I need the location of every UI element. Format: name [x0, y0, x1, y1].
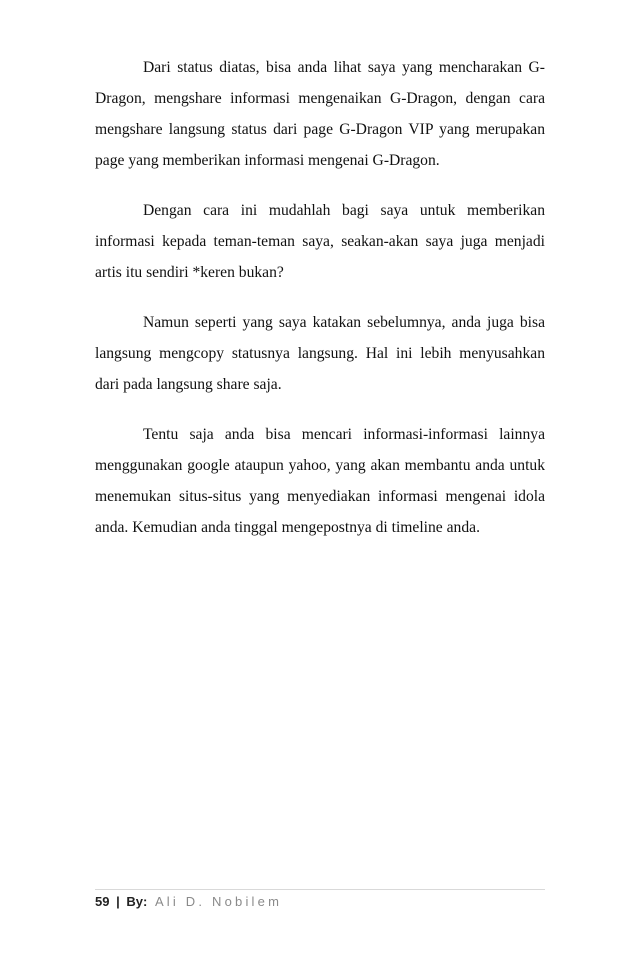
page-footer [95, 889, 545, 909]
paragraph: Dari status diatas, bisa anda lihat saya yang mencharakan G-Dragon, mengshare informasi mengenaikan G-Dragon, dengan cara mengshare langsung status dari page G-Dragon VIP yang merupakan page yang memberikan informasi mengenai G-Dragon. [95, 59, 545, 169]
paragraph: Dengan cara ini mudahlah bagi saya untuk memberikan informasi kepada teman-teman saya, seakan-akan saya juga menjadi artis itu sendiri *keren bukan? [95, 202, 545, 281]
paragraph: Namun seperti yang saya katakan sebelumnya, anda juga bisa langsung mengcopy statusnya langsung. Hal ini lebih menyusahkan dari pada langsung share saja. [95, 314, 545, 393]
page-body [95, 52, 545, 562]
by-label: By: [126, 894, 148, 909]
author-name: Ali D. Nobilem [154, 894, 283, 909]
footer-separator: | [116, 894, 120, 909]
page-number: 59 [95, 894, 110, 909]
paragraph: Tentu saja anda bisa mencari informasi-informasi lainnya menggunakan google ataupun yahoo, yang akan membantu anda untuk menemukan situs-situs yang menyediakan informasi mengenai idola anda. Kemudian anda tinggal mengepostnya di timeline anda. [95, 426, 545, 536]
